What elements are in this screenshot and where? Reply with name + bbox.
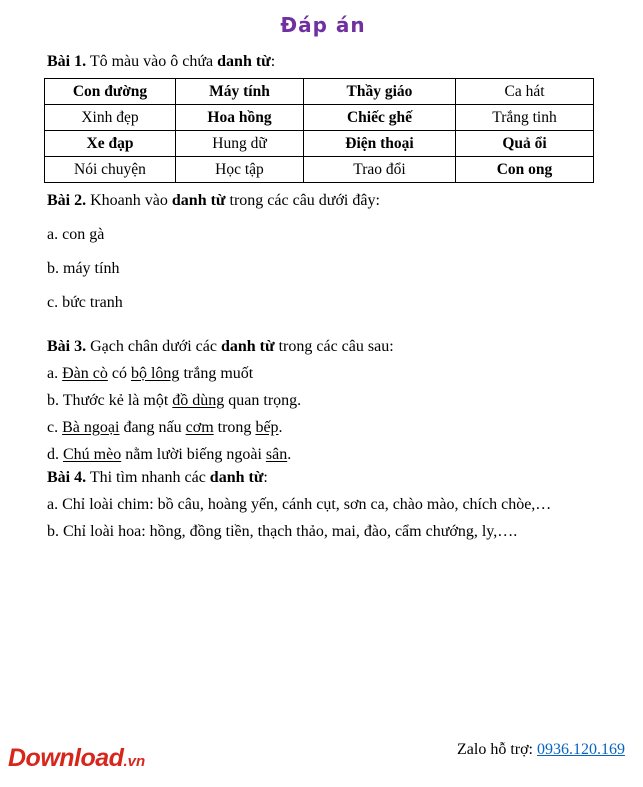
underlined-noun: bếp: [255, 419, 279, 436]
table-cell: Trắng tinh: [456, 105, 594, 131]
text-segment: d.: [47, 446, 63, 463]
ex3-instruction-keyword: danh từ: [220, 338, 275, 355]
table-cell: Điện thoại: [304, 131, 456, 157]
table-cell: Nói chuyện: [45, 157, 176, 183]
page-title: Đáp án: [280, 13, 366, 37]
text-segment: có: [107, 365, 131, 382]
table-cell: Trao đổi: [304, 157, 456, 183]
underlined-noun: Bà ngoại: [62, 419, 120, 436]
table-cell: Quả ổi: [456, 131, 594, 157]
underlined-noun: bộ lông: [130, 365, 180, 382]
ex2-instruction-pre: Khoanh vào: [86, 192, 172, 209]
table-cell: Hung dữ: [176, 131, 304, 157]
ex2-label: Bài 2.: [47, 192, 87, 209]
table-row: [45, 79, 594, 105]
ex2-instruction-keyword: danh từ: [171, 192, 226, 209]
text-segment: trắng muốt: [179, 365, 254, 382]
ex3-item-a: [47, 364, 599, 383]
table-row: [45, 157, 594, 183]
ex2-item-c: c. bức tranh: [47, 294, 123, 311]
text-segment: b. Thước kẻ là một: [47, 392, 173, 409]
ex3-instruction-post: trong các câu sau:: [274, 338, 394, 355]
table-row: [45, 105, 594, 131]
ex1-instruction-post: :: [270, 53, 276, 70]
text-segment: a.: [47, 365, 63, 382]
ex1-instruction-keyword: danh từ: [217, 53, 271, 70]
table-cell: Con đường: [45, 79, 176, 105]
zalo-support-label: Zalo hỗ trợ:: [457, 741, 537, 758]
ex1-label: Bài 1.: [47, 53, 87, 70]
ex4-heading: [47, 468, 599, 487]
text-segment: .: [278, 419, 283, 436]
text-segment: nằm lười biếng ngoài: [121, 446, 266, 463]
ex4-instruction-pre: Thi tìm nhanh các: [86, 469, 210, 486]
underlined-noun: đồ dùng: [172, 392, 225, 409]
ex3-item-b: [47, 391, 599, 410]
ex2-item-b: b. máy tính: [47, 260, 120, 277]
ex2-item-a: a. con gà: [47, 226, 105, 243]
ex4-instruction-keyword: danh từ: [209, 469, 264, 486]
ex3-item-d: [47, 445, 599, 464]
zalo-support: [457, 741, 625, 759]
text-segment: đang nấu: [119, 419, 186, 436]
table-cell: Chiếc ghế: [304, 105, 456, 131]
ex3-instruction-pre: Gạch chân dưới các: [86, 338, 221, 355]
downloadvn-logo[interactable]: [8, 744, 145, 773]
underlined-noun: cơm: [185, 419, 214, 436]
table-cell: Hoa hồng: [176, 105, 304, 131]
logo-text: Download: [8, 744, 124, 772]
table-cell: Xinh đẹp: [45, 105, 176, 131]
ex4-item-a: a. Chỉ loài chim: bồ câu, hoàng yến, cánh cụt, sơn ca, chào mào, chích chòe,…: [47, 496, 552, 513]
ex4-label: Bài 4.: [47, 469, 87, 486]
underlined-noun: sân: [265, 446, 288, 463]
table-cell: Học tập: [176, 157, 304, 183]
ex3-item-c: [47, 418, 599, 437]
underlined-noun: Chú mèo: [63, 446, 122, 463]
ex4-instruction-post: :: [263, 469, 268, 486]
table-row: [45, 131, 594, 157]
ex1-heading: [47, 52, 599, 71]
table-cell: Xe đạp: [45, 131, 176, 157]
underlined-noun: Đàn cò: [62, 365, 108, 382]
table-cell: Ca hát: [456, 79, 594, 105]
text-segment: c.: [47, 419, 63, 436]
table-cell: Thầy giáo: [304, 79, 456, 105]
ex4-item-b: b. Chỉ loài hoa: hồng, đồng tiền, thạch thảo, mai, đào, cẩm chướng, ly,….: [47, 523, 518, 540]
ex1-table: [44, 78, 594, 183]
text-segment: .: [287, 446, 292, 463]
text-segment: trong: [213, 419, 256, 436]
ex3-heading: [47, 337, 599, 356]
table-cell: Con ong: [456, 157, 594, 183]
ex3-label: Bài 3.: [47, 338, 87, 355]
ex1-instruction-pre: Tô màu vào ô chứa: [86, 53, 218, 70]
table-cell: Máy tính: [176, 79, 304, 105]
ex2-heading: [47, 191, 599, 210]
ex2-instruction-post: trong các câu dưới đây:: [225, 192, 380, 209]
logo-suffix: .vn: [123, 753, 146, 770]
text-segment: quan trọng.: [224, 392, 302, 409]
zalo-phone-link[interactable]: 0936.120.169: [537, 741, 625, 758]
